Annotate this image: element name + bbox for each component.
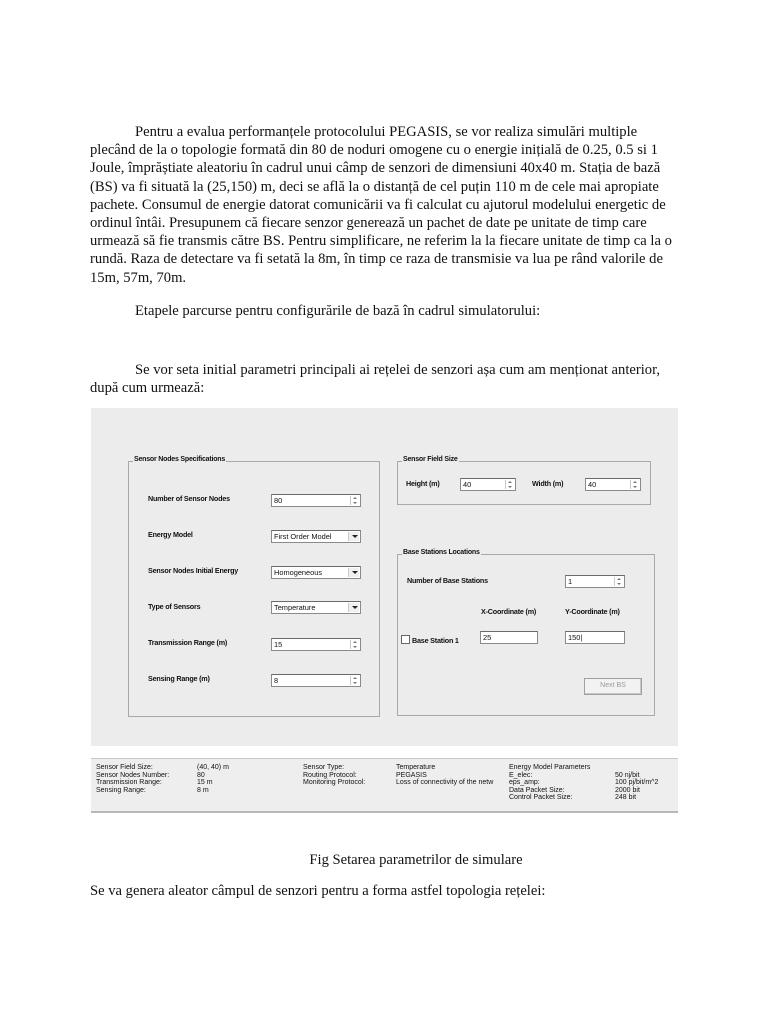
spin-arrows-icon[interactable] bbox=[350, 640, 359, 649]
energy-model-select[interactable] bbox=[271, 530, 361, 543]
status-value: Loss of connectivity of the netw bbox=[396, 779, 494, 787]
status-bar bbox=[91, 758, 678, 813]
topology-paragraph: Se va genera aleator câmpul de senzori pentru a forma astfel topologia rețelei: bbox=[90, 883, 546, 899]
status-value: 8 m bbox=[197, 786, 209, 794]
status-label: Routing Protocol: bbox=[303, 771, 357, 779]
status-label: Control Packet Size: bbox=[509, 794, 573, 802]
status-value: 50 nj/bit bbox=[615, 771, 640, 779]
x-coordinate-header: X-Coordinate (m) bbox=[481, 607, 537, 616]
tx-range-stepper[interactable] bbox=[271, 638, 361, 651]
initial-energy-select[interactable] bbox=[271, 566, 361, 579]
field-value: 15 bbox=[274, 640, 283, 649]
tx-range-label: Transmission Range (m) bbox=[148, 638, 228, 647]
field-value: 40 bbox=[588, 480, 597, 489]
next-bs-button[interactable]: Next BS bbox=[584, 678, 642, 695]
sensor-type-select[interactable] bbox=[271, 601, 361, 614]
status-label: Data Packet Size: bbox=[509, 786, 565, 794]
width-label: Width (m) bbox=[532, 479, 564, 488]
setup-paragraph: Se vor seta initial parametri principali ai rețelei de senzori așa cum am menționat anterior, după cum urmează: bbox=[90, 362, 660, 397]
group-title: Sensor Field Size bbox=[403, 456, 458, 463]
spin-arrows-icon[interactable] bbox=[630, 480, 639, 489]
field-value: 25 bbox=[483, 633, 492, 642]
base-station-1-label: Base Station 1 bbox=[412, 636, 459, 645]
base-station-x-input[interactable] bbox=[480, 631, 538, 644]
status-label: eps_amp: bbox=[509, 779, 540, 787]
field-value: 80 bbox=[274, 496, 283, 505]
sensing-range-label: Sensing Range (m) bbox=[148, 674, 210, 683]
group-title: Sensor Nodes Specifications bbox=[134, 456, 226, 463]
spin-arrows-icon[interactable] bbox=[505, 480, 514, 489]
field-value: 1 bbox=[568, 577, 573, 586]
status-label: E_elec: bbox=[509, 771, 533, 779]
status-label: Sensor Field Size: bbox=[96, 764, 153, 771]
status-label: Sensor Nodes Number: bbox=[96, 771, 170, 779]
chevron-down-icon[interactable] bbox=[348, 603, 359, 612]
field-value: 40 bbox=[463, 480, 472, 489]
field-value: Homogeneous bbox=[274, 568, 323, 577]
status-value: 80 bbox=[197, 771, 205, 779]
sensing-range-stepper[interactable] bbox=[271, 674, 361, 687]
chevron-down-icon[interactable] bbox=[348, 532, 359, 541]
num-nodes-label: Number of Sensor Nodes bbox=[148, 494, 230, 503]
y-coordinate-header: Y-Coordinate (m) bbox=[565, 607, 620, 616]
field-value: 8 bbox=[274, 676, 279, 685]
height-label: Height (m) bbox=[406, 479, 440, 488]
status-value: PEGASIS bbox=[396, 771, 427, 779]
status-label: Transmission Range: bbox=[96, 779, 162, 787]
simulation-settings-dialog bbox=[91, 408, 678, 746]
status-value: (40, 40) m bbox=[197, 764, 229, 771]
status-value: 248 bit bbox=[615, 794, 637, 802]
base-station-1-checkbox[interactable] bbox=[401, 635, 410, 644]
group-title: Base Stations Locations bbox=[403, 549, 480, 556]
width-stepper[interactable] bbox=[585, 478, 641, 491]
caption-text: Fig Setarea parametrilor de simulare bbox=[309, 852, 523, 868]
field-value: 150 bbox=[568, 633, 581, 642]
figure-caption bbox=[0, 852, 768, 869]
base-station-count-label: Number of Base Stations bbox=[407, 576, 488, 585]
status-label: Sensing Range: bbox=[96, 786, 146, 794]
intro-paragraph: Pentru a evalua performanțele protocolului PEGASIS, se vor realiza simulări multiple plecând de la o topologie formată din 80 de noduri omogene cu o energie inițială de 0.25, 0.5 si 1 Joule, împrăștiate aleatoriu în cadrul unui câmp de senzori de dimensiuni 40x40 m. Stația de bază (BS) va fi situată la (25,150) m, deci se află la o distanță de cel puțin 110 m de cele mai apropiate pachete. Consumul de energie datorat comunicării va fi calculat cu ajutorul modelului energetic de ordinul întâi. Presupunem că fiecare senzor generează un pachet de date pe unitate de timp care urmează să fie transmis către BS. Pentru simplificare, ne referim la la fiecare unitate de timp ca la o rundă. Raza de detectare va fi setată la 8m, în timp ce raza de transmisie va lua pe rând valorile de 15m, 57m, 70m. bbox=[90, 124, 672, 286]
chevron-down-icon[interactable] bbox=[348, 568, 359, 577]
spin-arrows-icon[interactable] bbox=[350, 676, 359, 685]
status-value: 100 pj/bit/m^2 bbox=[615, 779, 659, 787]
spin-arrows-icon[interactable] bbox=[350, 496, 359, 505]
field-value: First Order Model bbox=[274, 532, 332, 541]
spin-arrows-icon[interactable] bbox=[614, 577, 623, 586]
status-header: Energy Model Parameters bbox=[509, 764, 591, 771]
status-label: Sensor Type: bbox=[303, 764, 345, 771]
status-value: 2000 bit bbox=[615, 786, 640, 794]
num-nodes-stepper[interactable] bbox=[271, 494, 361, 507]
base-station-count-stepper[interactable] bbox=[565, 575, 625, 588]
sensor-type-label: Type of Sensors bbox=[148, 602, 201, 611]
field-value: Temperature bbox=[274, 603, 316, 612]
initial-energy-label: Sensor Nodes Initial Energy bbox=[148, 566, 239, 575]
steps-paragraph: Etapele parcurse pentru configurările de bază în cadrul simulatorului: bbox=[135, 303, 541, 319]
energy-model-label: Energy Model bbox=[148, 530, 193, 539]
status-value: Temperature bbox=[396, 764, 436, 771]
height-stepper[interactable] bbox=[460, 478, 516, 491]
status-label: Monitoring Protocol: bbox=[303, 779, 366, 787]
status-value: 15 m bbox=[197, 779, 213, 787]
base-station-y-input[interactable]: 150| bbox=[565, 631, 625, 644]
